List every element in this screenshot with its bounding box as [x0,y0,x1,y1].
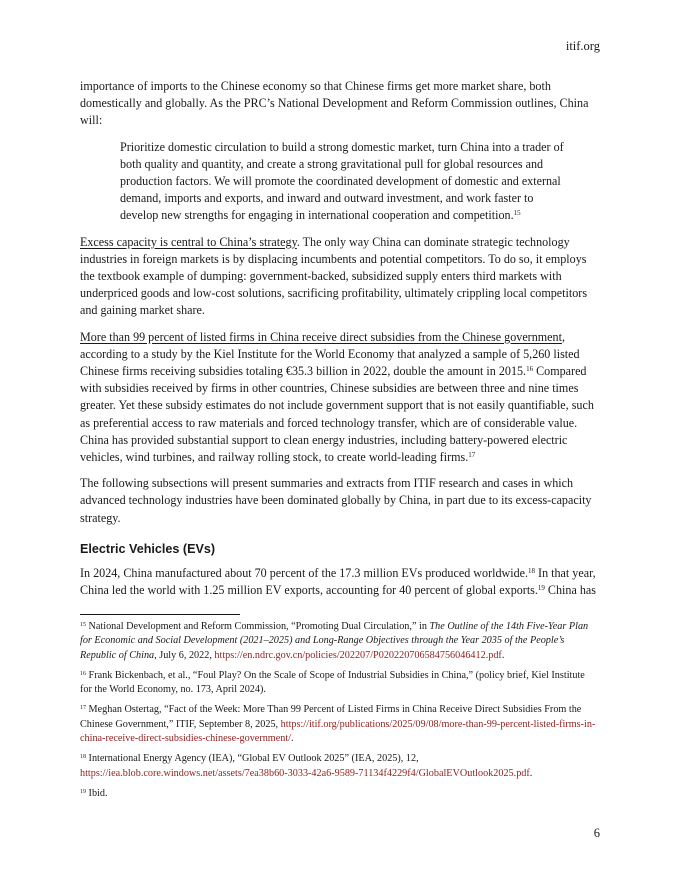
footnote-text: . [501,649,505,661]
header-site-name: itif.org [565,39,600,53]
footnote-number: 15 [80,622,86,628]
paragraph [80,329,598,467]
paragraph [80,565,598,599]
footnote [80,669,598,698]
footnote-ref[interactable]: 19 [537,584,545,593]
footnote-text: National Development and Reform Commission, “Promoting Dual Circulation,” in [88,621,430,632]
paragraph-text: In 2024, China manufactured about 70 percent of the 17.3 million EVs produced worldwide. [80,566,529,581]
footnote [80,620,598,663]
footnote-number: 16 [80,670,86,677]
footnote-text: International Energy Agency (IEA), “Global EV Outlook 2025” (IEA, 2025), 12, [88,753,419,765]
paragraph [80,234,598,320]
footnote-link[interactable]: https://iea.blob.core.windows.net/assets/7ea38b60-3033-42a6-9589-71134f4229f4/GlobalEVOutlook2025.pdf [80,767,530,779]
footnote-text: Frank Bickenbach, et al., “Foul Play? On the Scale of Scope of Industrial Subsidies in China,” (policy brief, Kiel Institute for the World Economy, no. 173, April 2024). [80,669,585,696]
paragraph: importance of imports to the Chinese economy so that Chinese firms get more market share, both domestically and globally. As the PRC’s National Development and Reform Commission outlines, China will: [80,79,589,128]
footnote-text: . [529,767,533,779]
footnote-title: The Outline of the 14th Five-Year Plan for Economic and Social Development (2021–2025) and Long-Range Objectives through the Year 2035 of the People’s Republic of China [80,621,589,661]
footnote-ref[interactable]: 18 [528,567,536,576]
footnote-ref[interactable]: 15 [513,209,521,218]
paragraph-text: . The only way China can dominate strategic technology industries in foreign markets is by displacing incumbents and potential competitors. To do so, it employs the textbook example of dumping: government-backed, subsidized supply enters third markets with underpriced goods and low-cost solutions, sacrificing profitability, ultimately crippling local competitors and gaining market share. [80,234,588,318]
paragraph: The following subsections will present summaries and extracts from ITIF research and cases in which advanced technology industries have been dominated globally by China, in part due to its excess-capacity strategy. [80,476,592,525]
footnote-ref[interactable]: 17 [468,451,476,460]
paragraph-text: In that year, China led the world with 1.25 million EV exports, accounting for 40 percent of global exports. [80,566,596,598]
footnote-text: Ibid. [88,787,108,799]
footnote [80,752,598,781]
footnote-ref[interactable]: 16 [526,365,534,374]
paragraph-text: Compared with subsidies received by firms in other countries, Chinese subsidies are between three and nine times greater. Yet these subsidy estimates do not include government support that is not easily quantifiable, such as preferential access to raw materials and forced technology transfer, which are of considerable value. China has provided substantial support to clean energy industries, including battery-powered electric vehicles, wind turbines, and railway rolling stock, to create world-leading firms. [80,364,594,465]
footnote-link[interactable]: https://itif.org/publications/2025/09/08/more-than-99-percent-listed-firms-in-china-receive-direct-subsidies-chinese-government/ [80,718,596,745]
document-body [80,78,598,608]
footnote [80,703,598,746]
paragraph-text: China has [544,583,596,598]
footnote-number: 17 [80,705,86,712]
quote-text: Prioritize domestic circulation to build a strong domestic market, turn China into a trader of both quality and quantity, and create a strong gravitational pull for global resources and production factors. We will promote the coordinated development of domestic and external demand, imports and exports, and inward and outward investment, and work faster to develop new strengths for engaging in international cooperation and competition. [120,139,564,223]
section-heading: Electric Vehicles (EVs) [80,541,216,556]
page-number: 6 [593,826,600,840]
footnote-divider [80,614,240,615]
footnote-number: 19 [80,788,86,795]
footnote [80,787,598,801]
footnotes [80,620,598,807]
footnote-text: , July 6, 2022, [154,649,215,661]
footnote-number: 18 [80,754,86,761]
paragraph-lead: More than 99 percent of listed firms in China receive direct subsidies from the Chinese government [80,329,562,344]
paragraph-text: , according to a study by the Kiel Institute for the World Economy that analyzed a sample of 5,260 listed Chinese firms receiving subsidies totaling €35.3 billion in 2022, double the amount in 2015. [80,329,580,379]
footnote-text: Meghan Ostertag, “Fact of the Week: More Than 99 Percent of Listed Firms in China Receive Direct Subsidies From the Chinese Government,” ITIF, September 8, 2025, [80,704,582,730]
paragraph-lead: Excess capacity is central to China’s strategy [80,234,297,249]
block-quote [120,139,566,225]
footnote-text: . [291,733,294,745]
footnote-link[interactable]: https://en.ndrc.gov.cn/policies/202207/P020220706584756046412.pdf [214,649,502,661]
